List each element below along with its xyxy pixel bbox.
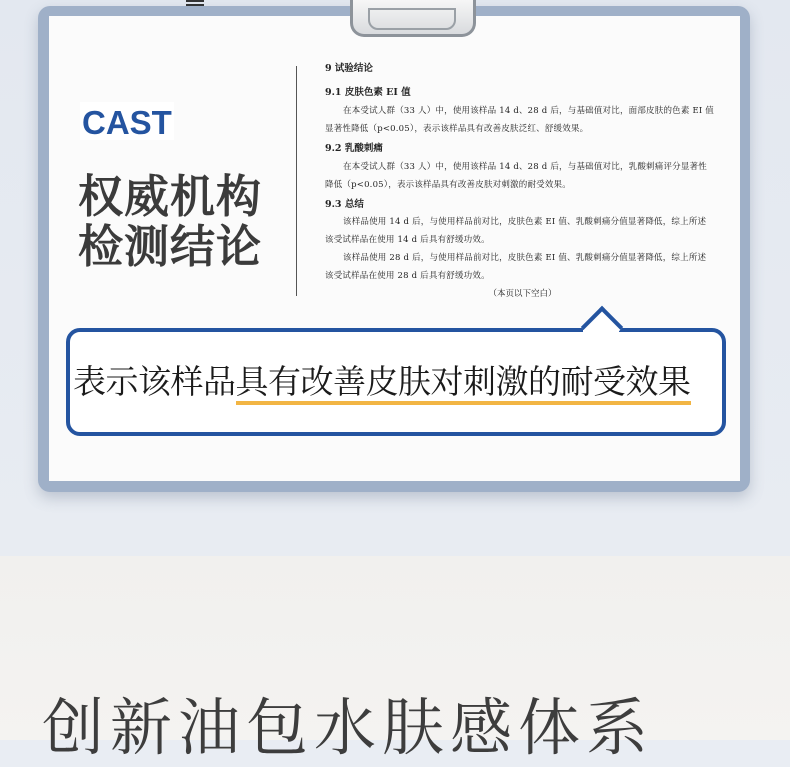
bottom-section-title: 创新油包水肤感体系 — [42, 691, 655, 764]
subsection-3-line-3: 该样品使用 28 d 后，与使用样品前对比，皮肤色素 EI 值、乳酸刺痛分值显著降低，综上所述 — [343, 253, 707, 263]
subsection-3-line-2: 该受试样品在使用 14 d 后具有舒缓功效。 — [325, 235, 490, 245]
callout-text — [73, 356, 691, 403]
clip-handle — [368, 8, 456, 30]
cast-logo — [80, 102, 174, 140]
logo-text: CAST — [82, 104, 172, 140]
callout-pointer-cover — [583, 330, 619, 336]
subsection-2-line-2: 降低（p<0.05），表示该样品具有改善皮肤对刺激的耐受效果。 — [325, 180, 571, 190]
headline-line-1: 权威机构 — [78, 170, 263, 223]
callout-text-plain: 表示该样品 — [73, 362, 236, 401]
headline-line-2: 检测结论 — [78, 220, 263, 273]
callout-text-highlight: 具有改善皮肤对刺激的耐受效果 — [236, 362, 691, 405]
subsection-3-title: 9.3 总结 — [325, 199, 364, 210]
divider — [296, 66, 297, 296]
end-note: （本页以下空白） — [488, 289, 557, 299]
subsection-2-title: 9.2 乳酸刺痛 — [325, 143, 383, 154]
subsection-1-line-1: 在本受试人群（33 人）中，使用该样品 14 d、28 d 后，与基础值对比，面部皮肤的色素 EI 值 — [343, 106, 715, 116]
subsection-1-title: 9.1 皮肤色素 EI 值 — [325, 87, 411, 98]
subsection-2-line-1: 在本受试人群（33 人）中，使用该样品 14 d、28 d 后，与基础值对比，乳酸刺痛评分显著性 — [343, 162, 707, 172]
section-heading: 9 试验结论 — [325, 63, 373, 74]
subsection-3-line-4: 该受试样品在使用 28 d 后具有舒缓功效。 — [325, 271, 490, 281]
subsection-3-line-1: 该样品使用 14 d 后，与使用样品前对比，皮肤色素 EI 值、乳酸刺痛分值显著降低，综上所述 — [343, 217, 707, 227]
subsection-1-line-2: 显著性降低（p<0.05），表示该样品具有改善皮肤泛红、舒缓效果。 — [325, 124, 589, 134]
